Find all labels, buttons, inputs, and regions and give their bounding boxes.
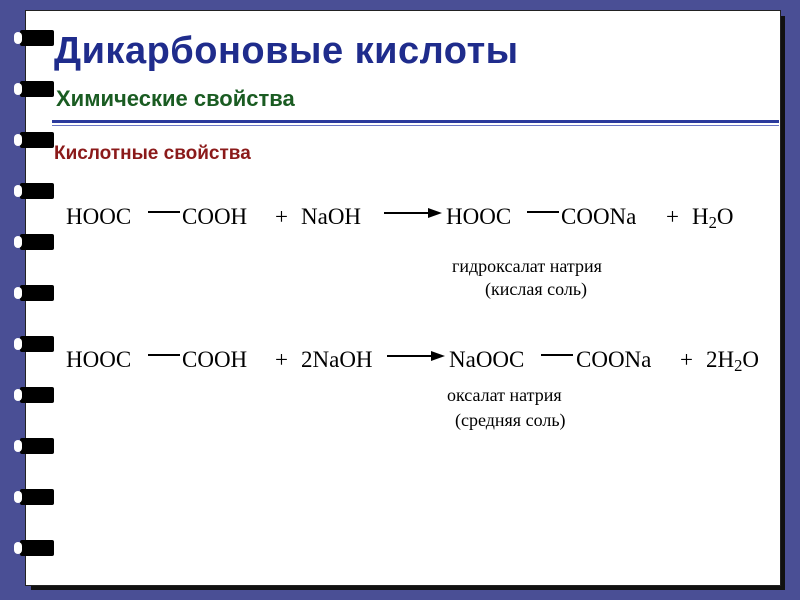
binder-ring bbox=[14, 130, 44, 150]
product-caption-name: оксалат натрия bbox=[447, 385, 562, 405]
binder-ring bbox=[14, 436, 44, 456]
water-subscript: 2 bbox=[734, 356, 743, 376]
page-title: Дикарбоновые кислоты bbox=[54, 30, 519, 72]
reagent: 2NaOH bbox=[301, 347, 373, 372]
cc-bond bbox=[148, 354, 180, 356]
plus-sign: + bbox=[680, 347, 693, 372]
water bbox=[692, 204, 734, 233]
cc-bond bbox=[541, 354, 573, 356]
binder-ring bbox=[14, 538, 44, 558]
binder-ring bbox=[14, 283, 44, 303]
binder-ring bbox=[14, 487, 44, 507]
water-o: O bbox=[716, 204, 734, 229]
section-heading: Кислотные свойства bbox=[54, 143, 251, 164]
reaction-arrow-icon bbox=[384, 206, 444, 220]
reagent: NaOH bbox=[301, 204, 362, 229]
water-o: O bbox=[742, 347, 760, 372]
page-subtitle: Химические свойства bbox=[56, 86, 295, 111]
reactant-right: COOH bbox=[182, 347, 248, 372]
water bbox=[706, 347, 759, 376]
product-caption-name: гидроксалат натрия bbox=[452, 256, 602, 276]
plus-sign: + bbox=[666, 204, 679, 229]
notebook-rings bbox=[0, 0, 60, 600]
binder-ring bbox=[14, 79, 44, 99]
reactant-left: HOOC bbox=[66, 204, 132, 229]
product-caption-type: (кислая соль) bbox=[485, 279, 588, 299]
binder-ring bbox=[14, 385, 44, 405]
cc-bond bbox=[527, 211, 559, 213]
header-divider-thin bbox=[52, 125, 779, 126]
water-h: H bbox=[692, 204, 709, 229]
product-left: HOOC bbox=[446, 204, 512, 229]
plus-sign: + bbox=[275, 204, 288, 229]
water-h: 2H bbox=[706, 347, 735, 372]
binder-ring bbox=[14, 232, 44, 252]
header-divider bbox=[52, 120, 779, 123]
product-left: NaOOC bbox=[449, 347, 525, 372]
reactant-right: COOH bbox=[182, 204, 248, 229]
reaction-arrow-icon bbox=[387, 349, 447, 363]
binder-ring bbox=[14, 181, 44, 201]
product-right: COONa bbox=[576, 347, 652, 372]
product-right: COONa bbox=[561, 204, 637, 229]
reactant-left: HOOC bbox=[66, 347, 132, 372]
water-subscript: 2 bbox=[708, 213, 717, 233]
product-caption-type: (средняя соль) bbox=[455, 410, 566, 430]
cc-bond bbox=[148, 211, 180, 213]
binder-ring bbox=[14, 334, 44, 354]
plus-sign: + bbox=[275, 347, 288, 372]
binder-ring bbox=[14, 28, 44, 48]
